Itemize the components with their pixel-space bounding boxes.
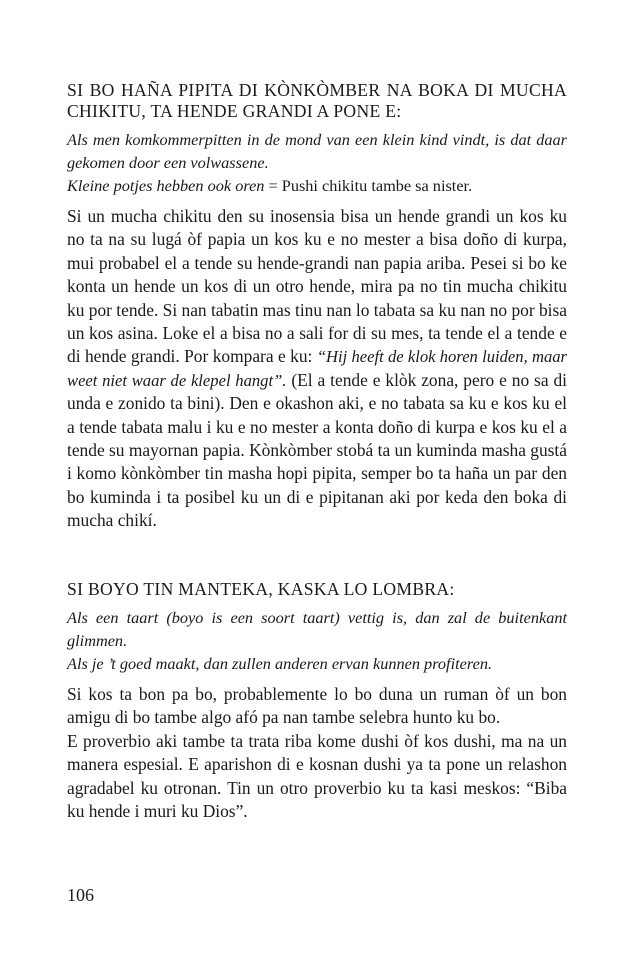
proverb-heading: SI BOYO TIN MANTEKA, KASKA LO LOMBRA: [67,579,455,599]
dutch-meaning: Als je ’t goed maakt, dan zullen anderen ervan kunnen profiteren. [67,654,493,673]
proverb-equivalent [67,174,567,197]
explanation-text-a: Si un mucha chikitu den su inosensia bisa un hende grandi un kos ku no ta na su lugá òf papia un kos ku e no mester a bisa doño di kurpa, mui probabel el a tende su hende-grandi nan papia ariba. Pesei si bo ke konta un hende un kos di un otro hende, mira pa no tin mucha chikitu ku por tende. Si nan tabatin mas tinu nan lo tabata sa ku nan no por bisa un kos asina. Loke el a bisa no a sali for di su mes, ta tende el a tende e di hende grandi. Por kompara e ku: [67,206,567,367]
dutch-quote: “Hij heeft de klok horen luiden, maar weet niet waar de klepel hangt”. [67,347,567,390]
equivalent-italic: Kleine potjes hebben ook oren [67,176,265,195]
dutch-translation: Als men komkommerpitten in de mond van een klein kind vindt, is dat daar gekomen door een volwassene. [67,130,567,172]
page-number: 106 [67,885,94,905]
dutch-translation: Als een taart (boyo is een soort taart) vettig is, dan zal de buitenkant glimmen. [67,608,567,650]
explanation-paragraph: Si kos ta bon pa bo, probablemente lo bo duna un ruman òf un bon amigu di bo tambe algo afó pa nan tambe selebra hunto ku bo. [67,684,567,728]
proverb-heading: SI BO HAÑA PIPITA DI KÒNKÒMBER NA BOKA DI MUCHA CHIKITU, TA HENDE GRANDI A PONE E: [67,80,567,121]
proverb-section-1 [67,80,567,533]
explanation-paragraph [67,205,567,533]
explanation-paragraph: E proverbio aki tambe ta trata riba kome dushi òf kos dushi, ma na un manera espesial. E aparishon di e kosnan dushi ya ta pone un relashon agradabel ku otronan. Tin un otro proverbio ku ta kasi meskos: “Biba ku hende i muri ku Dios”. [67,730,567,822]
explanation-text-b: (El a tende e klòk zona, pero e no sa di unda e zonido ta bini). Den e okashon aki, e no tabata sa ku e kos ku el a tende tabata malu i ku e no mester a konta doño di kurpa e kos ku el a tende su mayornan papia. Kònkòmber stobá ta un kuminda masha gustá i komo kònkòmber tin masha hopi pipita, semper bo ta haña un par den bo kuminda i ta posibel ku un di e pipitanan aki por keda den boka di mucha chikí. [67,369,567,531]
proverb-section-2 [67,579,567,823]
equivalent-rest: = Pushi chikitu tambe sa nister. [264,176,473,195]
